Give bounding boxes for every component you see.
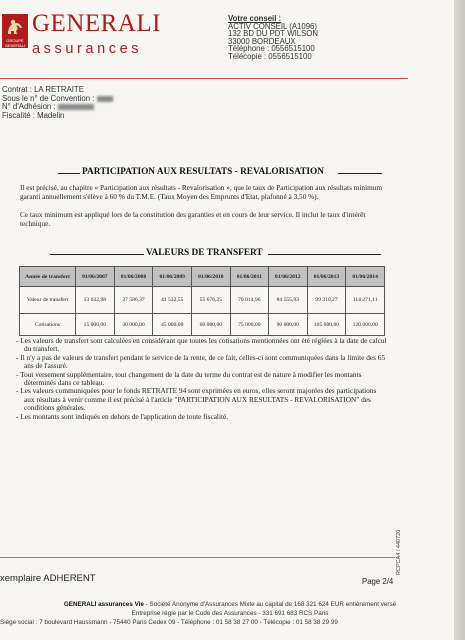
contract-info <box>2 86 113 120</box>
table-cell: 120 000,00 <box>346 314 385 336</box>
advisor-line: ACTIV CONSEIL (A1096) <box>228 21 317 31</box>
note-text: Il n'y a pas de valeurs de transfert pendant le service de la rente, de ce fait, celles-ci sont communiquées dans la limite des 65 ans de l'assuré. <box>20 352 386 371</box>
logo-name: GENERALI <box>32 10 161 37</box>
table-header-row <box>20 267 385 287</box>
table-cell: 105 000,00 <box>307 314 346 336</box>
table-cell: 27 586,37 <box>114 287 153 314</box>
title-rule-left <box>58 173 80 174</box>
side-reference-code: RCPCA4 / 440720 <box>396 529 402 575</box>
footer-line-2: Entreprise régie par le Code des Assurances - 331 691 683 RCS Paris <box>131 610 329 617</box>
table-header-cell: 01/06/2008 <box>114 267 153 287</box>
header-rule <box>0 78 408 79</box>
section-title-text: PARTICIPATION AUX RESULTATS - REVALORISATION <box>82 167 324 177</box>
list-item: - Les valeurs communiquées pour le fonds RETRAITE 94 sont exprimées en euros, elles seront majorées des participations aux résultats à venir comme il est précisé à l'article "PARTICIPATION AUX RESULTATS - REVALORISATION" des conditions générales. <box>16 386 377 413</box>
footer-company-details: - Société Anonyme d'Assurances Mixte au capital de 168 321 624 EUR entièrement versé <box>143 601 397 608</box>
advisor-title: Votre conseil : <box>228 14 282 23</box>
table-header-cell: 01/06/2010 <box>192 267 231 287</box>
notes-list <box>16 337 388 421</box>
table-header-cell: Année de transfert <box>20 267 76 287</box>
transfer-values-table <box>19 266 385 336</box>
table-cell: 70 014,96 <box>230 287 268 314</box>
redacted-value <box>58 104 94 110</box>
redacted-value <box>97 96 113 102</box>
generali-logo <box>2 10 172 56</box>
advisor-line: Télécopie : 0556515100 <box>228 51 312 61</box>
table-cell: 13 632,98 <box>76 287 115 314</box>
adhesion-label: N° d'Adhésion : <box>2 102 58 112</box>
table-cell: 30 000,00 <box>114 314 153 336</box>
note-text: Les montants sont indiqués en dehors de l'application de toute fiscalité. <box>20 411 229 421</box>
copy-label: xemplaire ADHERENT <box>0 573 96 584</box>
table-cell: 75 000,00 <box>230 314 268 336</box>
table-header-cell: 01/06/2014 <box>346 267 385 287</box>
list-item: - Tout versement supplémentaire, tout changement de la date du terme du contrat est de nature à modifier les montants déterminés dans ce tableau. <box>16 369 362 388</box>
logo-subtitle: assurances <box>32 41 143 57</box>
table-header-cell: 01/06/2007 <box>76 267 115 287</box>
section-title-participation <box>0 167 455 179</box>
minimum-rate-paragraph: Ce taux minimum est appliqué lors de la constitution des garanties et en cours de leur service. Il inclut le taux d'intérêt technique. <box>20 210 366 228</box>
table-cell: 41 532,55 <box>153 287 192 314</box>
table-row <box>20 314 385 336</box>
table-header-cell: 01/06/2011 <box>230 267 268 287</box>
section-title-valeurs <box>0 248 455 260</box>
list-item: - Il n'y a pas de valeurs de transfert pendant le service de la rente, de ce fait, celles-ci sont communiquées dans la limite des 65 ans de l'assuré. <box>16 352 386 371</box>
table-header-cell: 01/06/2012 <box>268 267 307 287</box>
advisor-line: Téléphone : 0556515100 <box>228 44 315 54</box>
advisor-line: 33000 BORDEAUX <box>228 36 296 46</box>
note-text: Les valeurs communiquées pour le fonds RETRAITE 94 sont exprimées en euros, elles seront majorées des participations aux résultats à venir comme il est précisé à l'article "PARTICIPATION AUX RESULTATS - REVALORISATION" des conditions générales. <box>20 386 377 413</box>
footer-company: GENERALI assurances Vie <box>63 601 144 608</box>
logo-emblem <box>2 14 28 48</box>
convention-label: Sous le n° de Convention : <box>2 93 97 103</box>
section-title-text: VALEURS DE TRANSFERT <box>146 248 263 258</box>
table-cell: 45 000,00 <box>153 314 192 336</box>
title-rule-right <box>268 254 381 255</box>
table-row <box>20 287 385 314</box>
title-rule-left <box>50 254 144 255</box>
fiscalite: Fiscalité : Madelin <box>2 110 65 120</box>
note-text: Tout versement supplémentaire, tout changement de la date du terme du contrat est de nature à modifier les montants déterminés dans ce tableau. <box>20 369 362 388</box>
logo-box-text: GROUPE GENERALI <box>4 38 26 48</box>
table-cell: 15 000,00 <box>76 314 115 336</box>
table-header-cell: 01/06/2009 <box>153 267 192 287</box>
table-cell: 99 310,27 <box>307 287 346 314</box>
contract-name: Contrat : LA RETRAITE <box>2 85 84 94</box>
table-cell: 84 555,93 <box>268 287 307 314</box>
table-cell: 55 676,25 <box>192 287 231 314</box>
table-cell: 60 000,00 <box>192 314 231 336</box>
note-text: Les valeurs de transfert sont calculées en considérant que toutes les cotisations mentionnées ont été réglées à la date de calcul du transfert. <box>20 336 387 354</box>
title-rule-right <box>338 173 382 174</box>
table-row-label: Valeur de transfert <box>20 287 76 314</box>
lion-icon <box>5 18 25 36</box>
footer-line-3: Siège social : 7 boulevard Haussmann - 75440 Paris Cedex 09 - Téléphone : 01 58 38 27 00 - Télécopie : 01 58 38 29 99 <box>0 619 338 626</box>
participation-paragraph: Il est précisé, au chapitre « Participation aux résultats - Revalorisation », que le taux de Participation aux résultats minimum garanti annuellement s'élève à 60 % du T.M.E. (Taux Moyen des Emprunts d'Etat, plafonné à 3,50 %). <box>20 183 383 201</box>
page-edge <box>455 0 465 640</box>
advisor-line: 132 BD DU PDT WILSON <box>228 29 318 39</box>
table-header-cell: 01/06/2013 <box>307 267 346 287</box>
table-cell: 114 271,11 <box>346 287 385 314</box>
advisor-block <box>228 15 318 61</box>
table-cell: 90 000,00 <box>268 314 307 336</box>
footer-line-1 <box>10 601 450 608</box>
table-row-label: Cotisations <box>20 314 76 336</box>
list-item: - Les valeurs de transfert sont calculées en considérant que toutes les cotisations mentionnées ont été réglées à la date de calcul du transfert. <box>16 336 387 354</box>
page-number: Page 2/4 <box>362 577 394 586</box>
list-item: - Les montants sont indiqués en dehors de l'application de toute fiscalité. <box>16 411 229 421</box>
bottom-rule <box>0 557 395 558</box>
